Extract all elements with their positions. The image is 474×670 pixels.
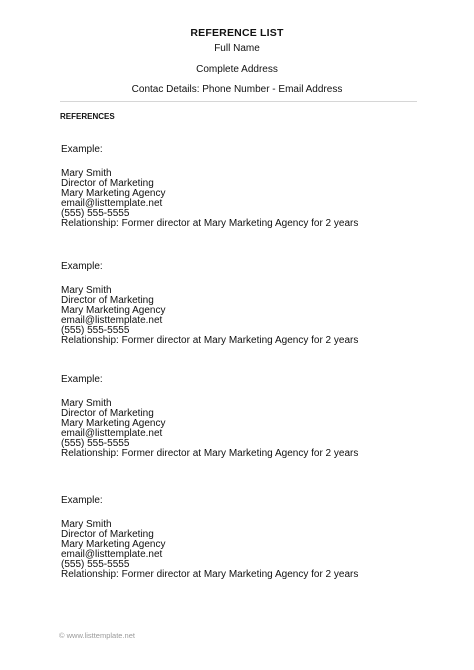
reference-company: Mary Marketing Agency	[61, 418, 166, 429]
reference-email: email@listtemplate.net	[61, 428, 163, 439]
reference-company: Mary Marketing Agency	[61, 539, 166, 550]
example-label: Example:	[61, 374, 103, 385]
section-heading: REFERENCES	[60, 112, 115, 121]
reference-email: email@listtemplate.net	[61, 549, 163, 560]
reference-email: email@listtemplate.net	[61, 315, 163, 326]
reference-position: Director of Marketing	[61, 295, 154, 306]
reference-name: Mary Smith	[61, 398, 112, 409]
reference-position: Director of Marketing	[61, 178, 154, 189]
page-title: REFERENCE LIST	[190, 27, 284, 39]
reference-relationship: Relationship: Former director at Mary Marketing Agency for 2 years	[61, 448, 359, 459]
reference-company: Mary Marketing Agency	[61, 305, 166, 316]
complete-address: Complete Address	[196, 64, 278, 75]
reference-entry	[61, 262, 358, 346]
reference-relationship: Relationship: Former director at Mary Marketing Agency for 2 years	[61, 335, 359, 346]
reference-name: Mary Smith	[61, 285, 112, 296]
reference-entry	[61, 496, 358, 580]
reference-name: Mary Smith	[61, 168, 112, 179]
reference-entry	[61, 375, 358, 459]
reference-phone: (555) 555-5555	[61, 438, 130, 449]
reference-phone: (555) 555-5555	[61, 325, 130, 336]
contact-details: Contac Details: Phone Number - Email Address	[131, 84, 343, 95]
footer-copyright: © www.listtemplate.net	[59, 631, 135, 640]
reference-email: email@listtemplate.net	[61, 198, 163, 209]
reference-entry	[61, 145, 358, 229]
example-label: Example:	[61, 495, 103, 506]
reference-position: Director of Marketing	[61, 408, 154, 419]
reference-position: Director of Marketing	[61, 529, 154, 540]
example-label: Example:	[61, 261, 103, 272]
header-divider	[60, 101, 417, 102]
full-name: Full Name	[214, 43, 260, 54]
reference-name: Mary Smith	[61, 519, 112, 530]
reference-relationship: Relationship: Former director at Mary Marketing Agency for 2 years	[61, 569, 359, 580]
reference-phone: (555) 555-5555	[61, 559, 130, 570]
example-label: Example:	[61, 144, 103, 155]
reference-company: Mary Marketing Agency	[61, 188, 166, 199]
reference-phone: (555) 555-5555	[61, 208, 130, 219]
reference-relationship: Relationship: Former director at Mary Marketing Agency for 2 years	[61, 218, 359, 229]
